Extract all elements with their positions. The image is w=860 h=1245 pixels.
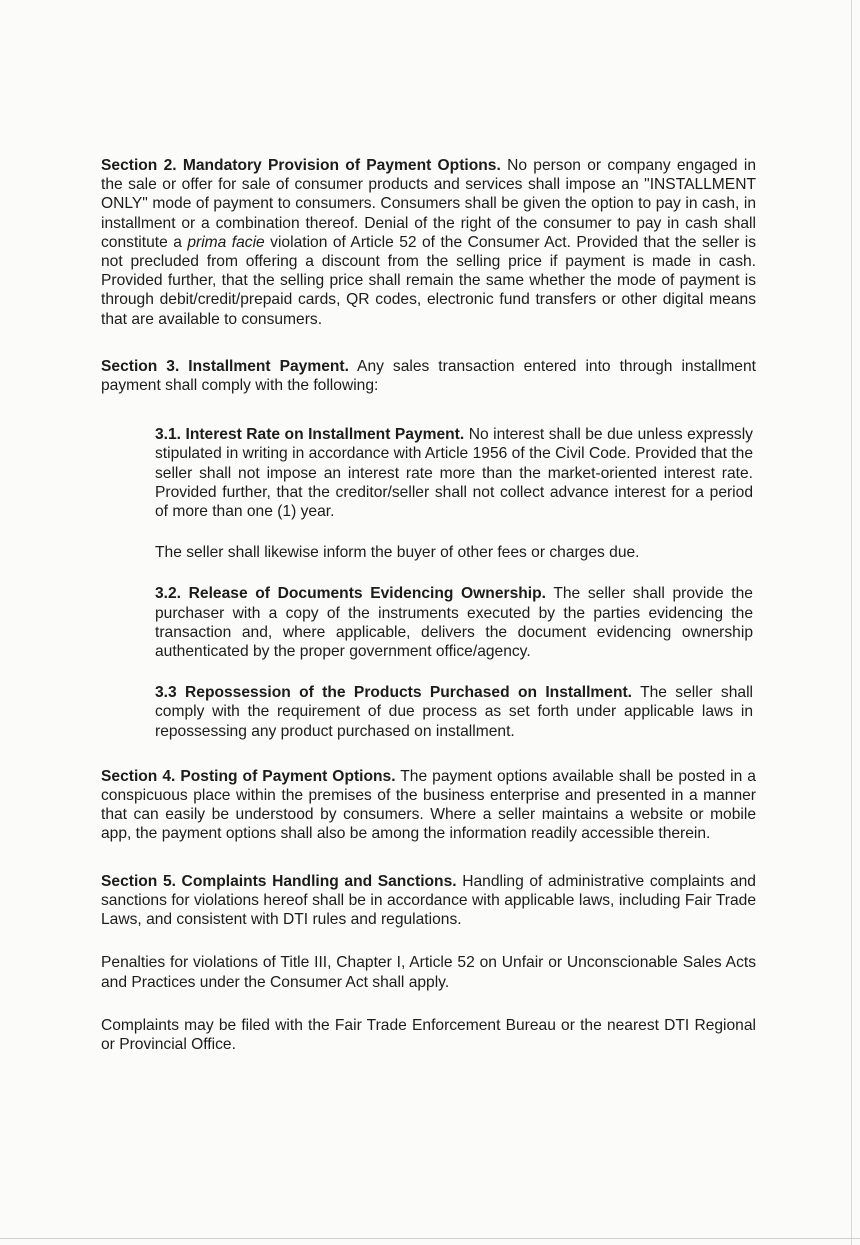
page-edge-bottom bbox=[0, 1238, 860, 1239]
section-3-3-text: The seller shall comply with the requirement of due process as set forth under applicable laws in repossessing any product purchased on installment. bbox=[155, 684, 753, 740]
page-edge-right bbox=[851, 0, 852, 1245]
section-5-heading: Section 5. Complaints Handling and Sanctions. bbox=[101, 872, 457, 890]
section-5-text: Handling of administrative complaints and sanctions for violations hereof shall be in accordance with applicable laws, including Fair Trade Laws, and consistent with DTI rules and regulations. bbox=[101, 872, 756, 929]
section-4-text: The payment options available shall be posted in a conspicuous place within the premises of the business enterprise and presented in a manner that can easily be understood by consumers. Where a seller maintains a website or mobile app, the payment options shall also be among the information readily accessible therein. bbox=[101, 767, 756, 843]
section-4 bbox=[101, 767, 756, 844]
section-3-heading: Section 3. Installment Payment. bbox=[101, 357, 349, 375]
section-2-text-1: No person or company engaged in the sale or offer for sale of consumer products and services shall impose an "INSTALLMENT ONLY" mode of payment to consumers. Consumers shall be given the option to pay in cash, in installment or a combination thereof. Denial of the right of the consumer to pay in cash shall constitute a bbox=[101, 157, 756, 251]
section-3-text: Any sales transaction entered into through installment payment shall comply with the following: bbox=[101, 357, 756, 395]
document-body bbox=[101, 156, 756, 1082]
complaints-paragraph: Complaints may be filed with the Fair Trade Enforcement Bureau or the nearest DTI Regional or Provincial Office. bbox=[101, 1016, 756, 1053]
section-3 bbox=[101, 357, 756, 395]
section-3-1 bbox=[155, 425, 753, 521]
section-2-italic-term: prima facie bbox=[187, 233, 265, 251]
section-3-2 bbox=[155, 584, 753, 661]
section-2-heading: Section 2. Mandatory Provision of Payment Options. bbox=[101, 157, 501, 174]
section-5 bbox=[101, 872, 756, 930]
section-2-text-2: violation of Article 52 of the Consumer Act. Provided that the seller is not precluded from offering a discount from the selling price if payment is made in cash. Provided further, that the selling price shall remain the same whether the mode of payment is through debit/credit/prepaid cards, QR codes, electronic fund transfers or other digital means that are available to consumers. bbox=[101, 233, 756, 328]
section-3-1-note: The seller shall likewise inform the buyer of other fees or charges due. bbox=[155, 544, 640, 562]
section-2 bbox=[101, 156, 756, 329]
penalties-paragraph: Penalties for violations of Title III, Chapter I, Article 52 on Unfair or Unconscionable Sales Acts and Practices under the Consumer Act shall apply. bbox=[101, 954, 756, 991]
section-3-1-heading: 3.1. Interest Rate on Installment Payment. bbox=[155, 426, 465, 444]
section-3-2-text: The seller shall provide the purchaser with a copy of the instruments executed by the parties evidencing the transaction and, where applicable, delivers the document evidencing ownership authenticated by the proper government office/agency. bbox=[155, 585, 753, 661]
section-3-3-heading: 3.3 Repossession of the Products Purchased on Installment. bbox=[155, 684, 633, 702]
section-3-1-text: No interest shall be due unless expressly stipulated in writing in accordance with Article 1956 of the Civil Code. Provided that the seller shall not impose an interest rate more than the market-oriented interest rate. Provided further, that the creditor/seller shall not collect advance interest for a period of more than one (1) year. bbox=[155, 426, 753, 521]
section-4-heading: Section 4. Posting of Payment Options. bbox=[101, 767, 396, 785]
section-3-2-heading: 3.2. Release of Documents Evidencing Ownership. bbox=[155, 585, 546, 603]
section-3-3 bbox=[155, 683, 753, 741]
